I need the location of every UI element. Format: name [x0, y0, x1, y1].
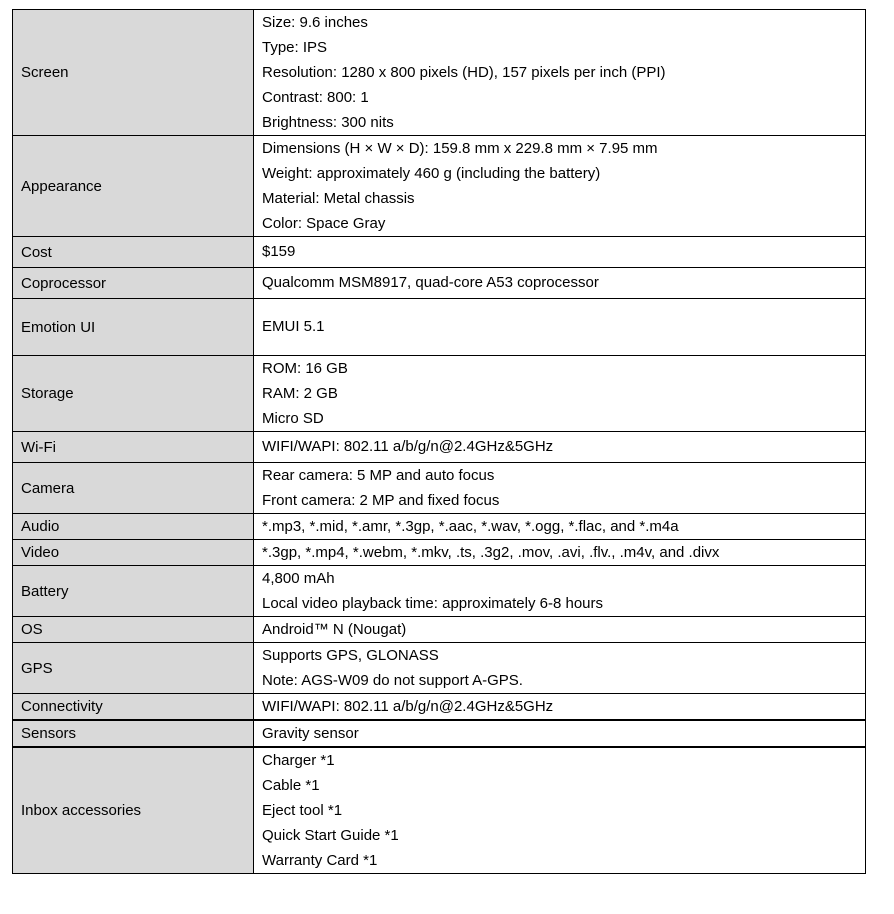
spec-value-line: Supports GPS, GLONASS — [262, 647, 439, 664]
spec-label: Cost — [13, 237, 254, 268]
spec-value-line: WIFI/WAPI: 802.11 a/b/g/n@2.4GHz&5GHz — [262, 698, 554, 715]
spec-row-wi-fi — [13, 432, 866, 463]
spec-value — [254, 747, 866, 874]
spec-row-coprocessor — [13, 268, 866, 299]
spec-label: Emotion UI — [13, 299, 254, 356]
spec-label: Storage — [13, 356, 254, 432]
spec-value-line: Local video playback time: approximately 6-8 hours — [262, 595, 604, 612]
spec-value-line: Warranty Card *1 — [262, 852, 378, 869]
spec-value — [254, 463, 866, 514]
spec-value-line: EMUI 5.1 — [262, 318, 325, 335]
spec-value — [254, 720, 866, 747]
spec-value-line: Charger *1 — [262, 752, 335, 769]
spec-row-appearance — [13, 136, 866, 237]
spec-value-line: Contrast: 800: 1 — [262, 89, 369, 106]
spec-value — [254, 694, 866, 721]
spec-label: Audio — [13, 514, 254, 540]
spec-row-connectivity — [13, 694, 866, 721]
spec-row-camera — [13, 463, 866, 514]
spec-value-line: Gravity sensor — [262, 725, 359, 742]
spec-row-cost — [13, 237, 866, 268]
spec-value-line: *.3gp, *.mp4, *.webm, *.mkv, .ts, .3g2, .mov, .avi, .flv., .m4v, and .divx — [262, 544, 720, 561]
spec-value-line: Type: IPS — [262, 39, 328, 56]
spec-label: Camera — [13, 463, 254, 514]
spec-value-line: $159 — [262, 243, 296, 260]
spec-label: Connectivity — [13, 694, 254, 721]
spec-value-line: Dimensions (H × W × D): 159.8 mm x 229.8 mm × 7.95 mm — [262, 140, 658, 157]
spec-value — [254, 432, 866, 463]
spec-row-gps — [13, 643, 866, 694]
spec-value-line: Micro SD — [262, 410, 324, 427]
spec-value — [254, 566, 866, 617]
spec-value-line: *.mp3, *.mid, *.amr, *.3gp, *.aac, *.wav, *.ogg, *.flac, and *.m4a — [262, 518, 679, 535]
spec-row-storage — [13, 356, 866, 432]
spec-label: Screen — [13, 10, 254, 136]
spec-label: Battery — [13, 566, 254, 617]
spec-value-line: 4,800 mAh — [262, 570, 335, 587]
spec-row-screen — [13, 10, 866, 136]
spec-value — [254, 514, 866, 540]
spec-value-line: Weight: approximately 460 g (including the battery) — [262, 165, 601, 182]
spec-value-line: Android™ N (Nougat) — [262, 621, 407, 638]
spec-label: GPS — [13, 643, 254, 694]
spec-label: Appearance — [13, 136, 254, 237]
spec-value-line: Cable *1 — [262, 777, 320, 794]
spec-value-line: Qualcomm MSM8917, quad-core A53 coprocessor — [262, 274, 599, 291]
spec-value-line: Quick Start Guide *1 — [262, 827, 399, 844]
spec-value-line: Brightness: 300 nits — [262, 114, 394, 131]
spec-label: Coprocessor — [13, 268, 254, 299]
spec-label: OS — [13, 617, 254, 643]
spec-value-line: Resolution: 1280 x 800 pixels (HD), 157 pixels per inch (PPI) — [262, 64, 666, 81]
spec-value — [254, 268, 866, 299]
spec-value-line: Material: Metal chassis — [262, 190, 415, 207]
spec-value-line: Size: 9.6 inches — [262, 14, 368, 31]
spec-row-os — [13, 617, 866, 643]
spec-value-line: ROM: 16 GB — [262, 360, 348, 377]
spec-value — [254, 237, 866, 268]
spec-value — [254, 617, 866, 643]
spec-value — [254, 356, 866, 432]
spec-value — [254, 540, 866, 566]
spec-value-line: Front camera: 2 MP and fixed focus — [262, 492, 500, 509]
spec-value-line: Rear camera: 5 MP and auto focus — [262, 467, 495, 484]
spec-value — [254, 136, 866, 237]
spec-label: Sensors — [13, 720, 254, 747]
spec-value-line: RAM: 2 GB — [262, 385, 338, 402]
spec-label: Inbox accessories — [13, 747, 254, 874]
spec-value-line: WIFI/WAPI: 802.11 a/b/g/n@2.4GHz&5GHz — [262, 438, 554, 455]
spec-value-line: Color: Space Gray — [262, 215, 386, 232]
spec-row-audio — [13, 514, 866, 540]
spec-table — [12, 9, 866, 874]
spec-value-line: Eject tool *1 — [262, 802, 343, 819]
spec-label: Wi-Fi — [13, 432, 254, 463]
spec-label: Video — [13, 540, 254, 566]
spec-value — [254, 10, 866, 136]
spec-value — [254, 299, 866, 356]
spec-row-emotion-ui — [13, 299, 866, 356]
spec-row-video — [13, 540, 866, 566]
spec-row-battery — [13, 566, 866, 617]
spec-row-inbox-accessories — [13, 747, 866, 874]
spec-value-line: Note: AGS-W09 do not support A-GPS. — [262, 672, 523, 689]
spec-value — [254, 643, 866, 694]
spec-row-sensors — [13, 720, 866, 747]
